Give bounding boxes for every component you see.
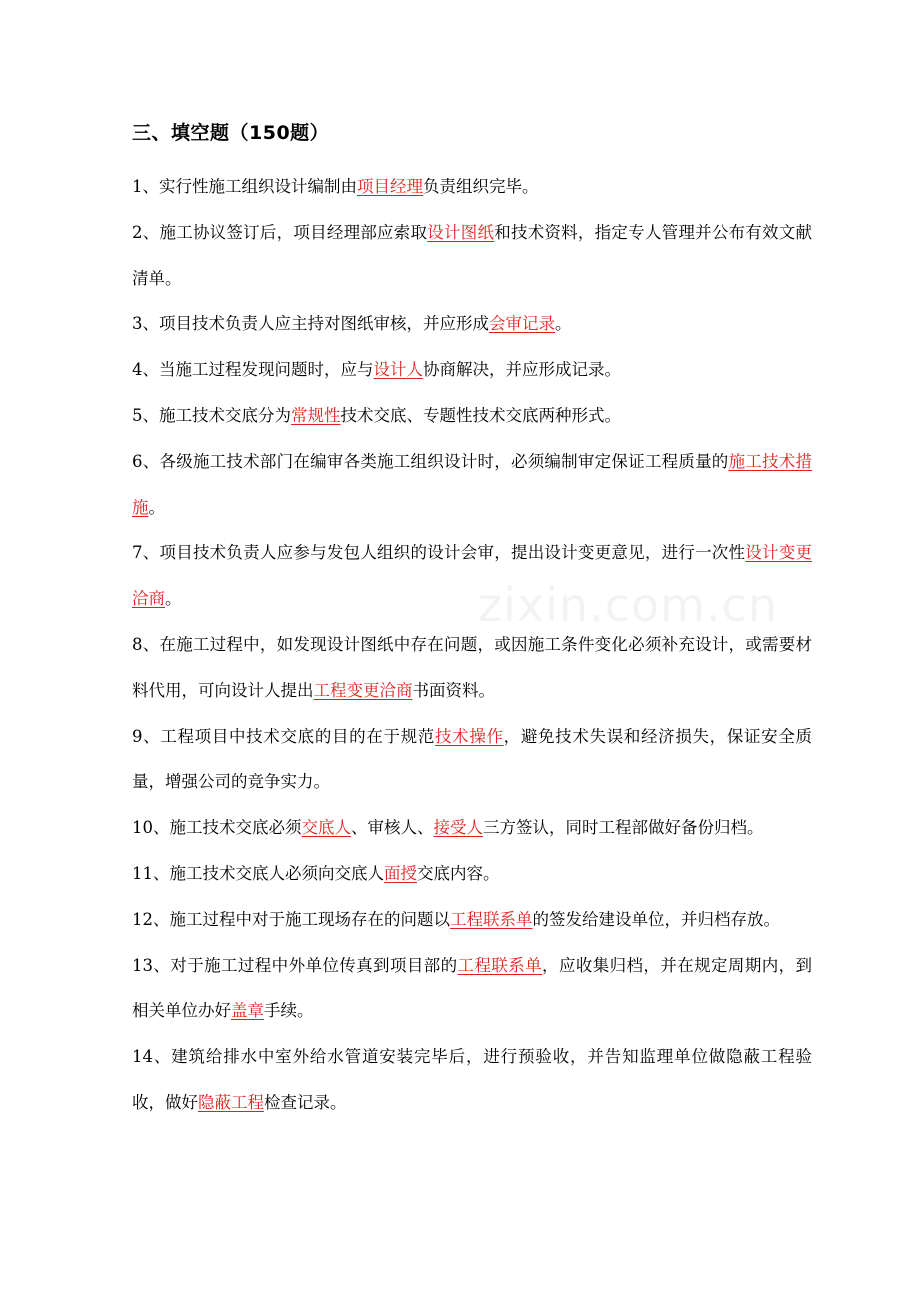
answer-blank: 设计变更洽商: [132, 543, 813, 609]
question-text: 三方签认，同时工程部做好备份归档。: [483, 818, 764, 838]
question-text: 13、对于施工过程中外单位传真到项目部的: [132, 955, 458, 975]
question-text: 。: [555, 314, 572, 334]
answer-blank: 常规性: [291, 405, 341, 425]
question-text: 12、施工过程中对于施工现场存在的问题以: [132, 909, 450, 929]
answer-blank: 项目经理: [357, 177, 423, 196]
question-text: 负责组织完毕。: [423, 177, 539, 196]
question-text: 的签发给建设单位，并归档存放。: [532, 909, 780, 929]
question-text: ，应收集归档，并在规定周期内，到相关单位办好: [132, 955, 813, 1021]
question-list: [132, 164, 812, 1126]
answer-blank: 设计人: [373, 360, 423, 380]
question-text: 、审核人、: [351, 818, 434, 838]
question-5: [132, 393, 812, 439]
question-6: [132, 439, 812, 531]
question-text: 4、当施工过程发现问题时，应与: [132, 360, 374, 380]
question-text: 8、在施工过程中，如发现设计图纸中存在问题，或因施工条件变化必须补充设计，或需要材料代用，可向设计人提出: [132, 634, 812, 700]
question-text: 。: [165, 589, 182, 609]
question-text: 。: [148, 497, 165, 517]
question-text: 3、项目技术负责人应主持对图纸审核，并应形成: [132, 314, 489, 334]
question-3: [132, 301, 812, 347]
question-text: 和技术资料，指定专人管理并公布有效文献清单。: [132, 222, 813, 288]
question-text: 技术交底、专题性技术交底两种形式。: [340, 405, 621, 425]
answer-blank: 设计图纸: [427, 222, 495, 242]
answer-blank: 交底人: [301, 818, 351, 838]
answer-blank: 隐蔽工程: [198, 1092, 264, 1112]
section-heading: 三、填空题（150题）: [132, 122, 330, 144]
answer-blank: 面授: [384, 863, 417, 883]
question-1: [132, 164, 812, 210]
question-text: 10、施工技术交底必须: [132, 818, 302, 838]
question-9: [132, 714, 812, 806]
question-text: 5、施工技术交底分为: [132, 405, 291, 425]
question-text: 14、建筑给排水中室外给水管道安装完毕后，进行预验收，并告知监理单位做隐蔽工程验收，做好: [132, 1047, 812, 1112]
question-text: 6、各级施工技术部门在编审各类施工组织设计时，必须编制审定保证工程质量的: [132, 451, 729, 471]
answer-blank: 工程变更洽商: [313, 680, 413, 700]
question-text: 交底内容。: [417, 863, 500, 883]
question-text: 手续。: [264, 1001, 314, 1021]
question-13: [132, 943, 812, 1035]
question-14: [132, 1034, 812, 1126]
question-12: [132, 897, 812, 943]
answer-blank: 技术操作: [435, 726, 504, 746]
question-text: 检查记录。: [264, 1092, 347, 1112]
answer-blank: 会审记录: [489, 314, 555, 334]
question-2: [132, 210, 812, 302]
question-11: [132, 851, 812, 897]
question-7: [132, 530, 812, 622]
question-text: 1、实行性施工组织设计编制由: [132, 177, 357, 196]
answer-blank: 施工技术措施: [132, 451, 813, 517]
question-8: [132, 622, 812, 714]
question-text: ，避免技术失误和经济损失，保证安全质量，增强公司的竞争实力。: [132, 726, 813, 792]
question-text: 11、施工技术交底人必须向交底人: [132, 863, 384, 883]
answer-blank: 盖章: [231, 1001, 264, 1021]
answer-blank: 接受人: [433, 818, 483, 838]
question-text: 书面资料。: [412, 680, 495, 700]
question-text: 9、工程项目中技术交底的目的在于规范: [132, 726, 435, 746]
question-text: 协商解决，并应形成记录。: [423, 360, 621, 380]
answer-blank: 工程联系单: [457, 955, 543, 975]
answer-blank: 工程联系单: [450, 909, 533, 929]
question-10: [132, 805, 812, 851]
question-text: 2、施工协议签订后，项目经理部应索取: [132, 222, 428, 242]
question-4: [132, 347, 812, 393]
question-text: 7、项目技术负责人应参与发包人组织的设计会审，提出设计变更意见，进行一次性: [132, 543, 746, 563]
